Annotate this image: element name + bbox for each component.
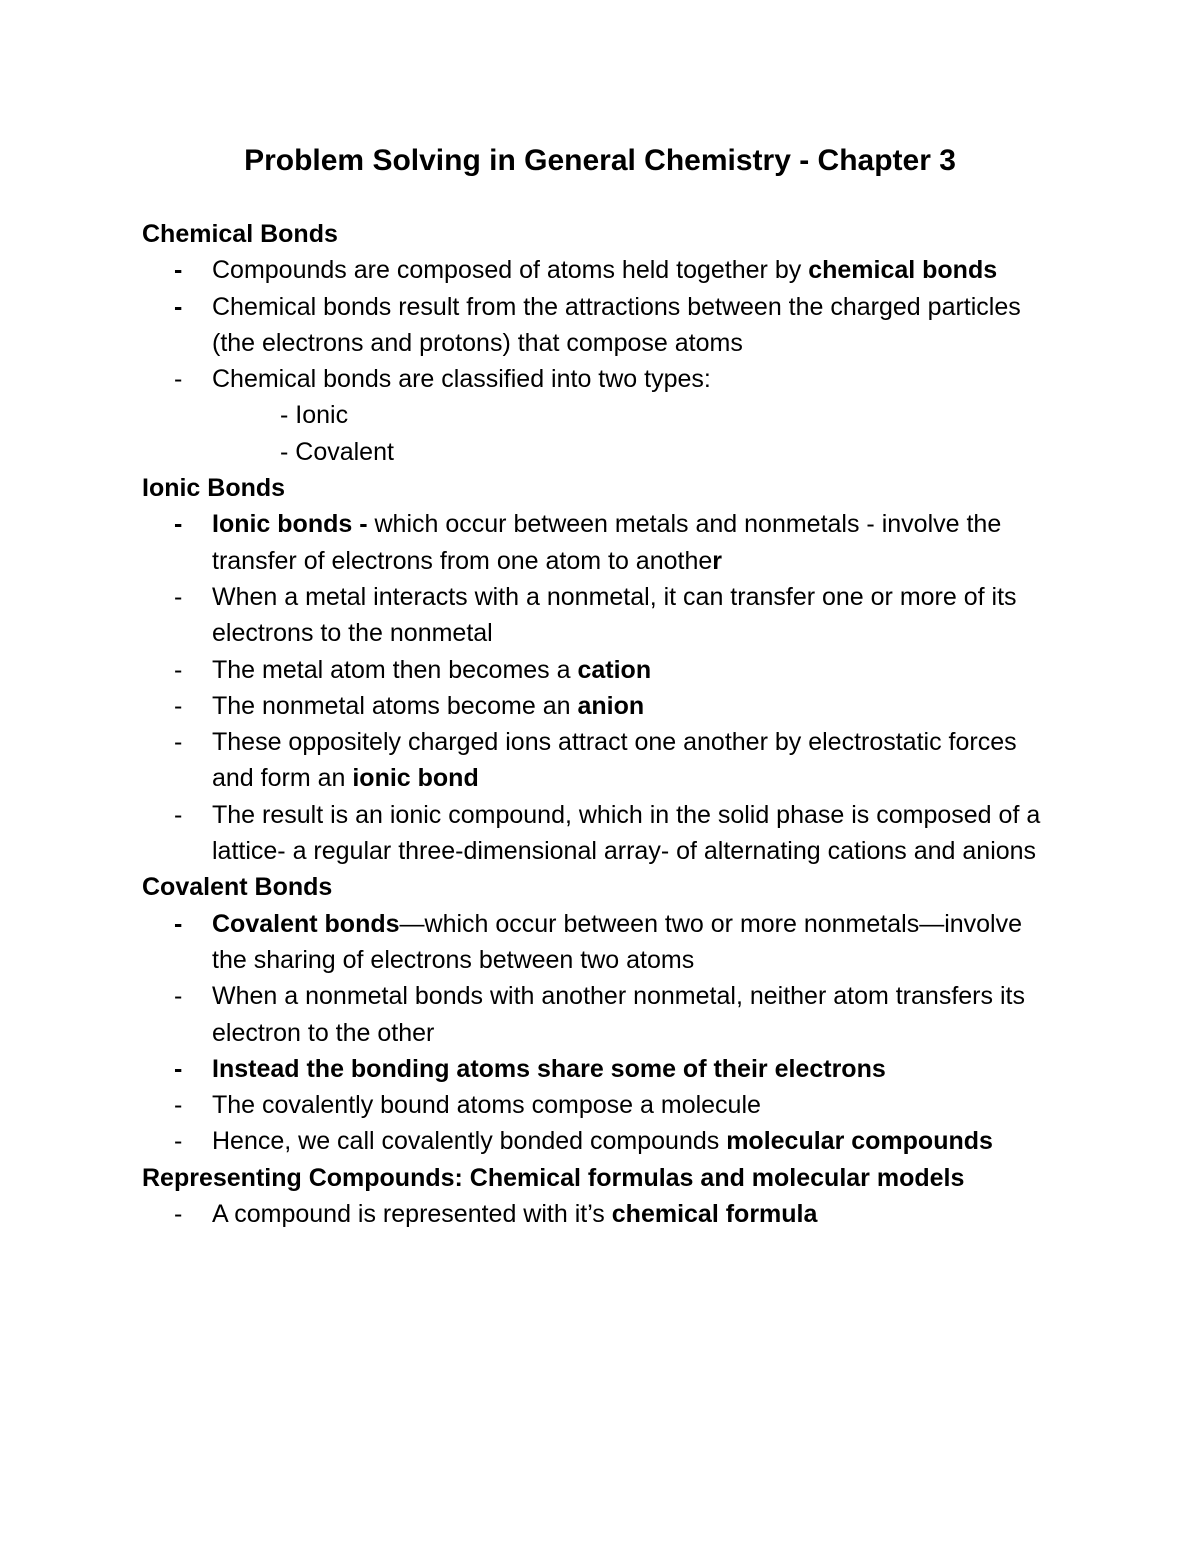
bullet-dash: -	[174, 691, 183, 720]
item-bold-term: Covalent bonds	[212, 909, 400, 938]
item-bold-term: Ionic bonds -	[212, 510, 375, 539]
bullet-dash: -	[174, 1091, 183, 1120]
bullet-dash: -	[174, 655, 183, 684]
item-bold-term: chemical bonds	[808, 256, 998, 285]
list-item	[142, 506, 1062, 579]
list-item	[142, 289, 1062, 362]
item-text: When a nonmetal bonds with another nonmetal, neither atom transfers its electron to the other	[212, 982, 1025, 1047]
bullet-dash: -	[174, 365, 183, 394]
list-item	[142, 906, 1062, 979]
list-item	[142, 724, 1062, 797]
bullet-dash: -	[174, 800, 183, 829]
bullet-dash: -	[174, 1054, 183, 1083]
list-item	[142, 1123, 1062, 1159]
bullet-dash: -	[174, 582, 183, 611]
item-text: The covalently bound atoms compose a molecule	[212, 1091, 761, 1120]
item-bold-suffix: r	[712, 546, 723, 575]
list-item	[142, 361, 1062, 397]
bullet-dash: -	[174, 510, 183, 539]
item-bold-term: anion	[577, 691, 645, 720]
list-item	[142, 652, 1062, 688]
item-text: A compound is represented with it’s	[212, 1200, 612, 1229]
bullet-dash: -	[174, 982, 183, 1011]
item-bold-term: chemical formula	[611, 1200, 818, 1229]
page-title: Problem Solving in General Chemistry - Chapter 3	[244, 144, 956, 177]
sub-list-item-covalent: - Covalent	[280, 437, 394, 466]
item-text: which occur between metals and nonmetals - involve the transfer of electrons from one atom to anothe	[212, 510, 1002, 575]
bullet-dash: -	[174, 728, 183, 757]
bullet-dash: -	[174, 1200, 183, 1229]
list-item	[142, 688, 1062, 724]
bullet-dash: -	[174, 292, 183, 321]
section-heading-representing-compounds: Representing Compounds: Chemical formulas and molecular models	[142, 1163, 965, 1192]
section-heading-chemical-bonds: Chemical Bonds	[142, 220, 338, 248]
item-text: Compounds are composed of atoms held together by	[212, 256, 809, 285]
item-bold-term: molecular compounds	[726, 1127, 993, 1156]
bullet-dash: -	[174, 909, 183, 938]
document-body	[142, 216, 1062, 1232]
item-text: Chemical bonds result from the attractions between the charged particles (the electrons and protons) that compose atoms	[212, 292, 1021, 357]
item-text: —which occur between two or more nonmetals—involve the sharing of electrons between two atoms	[212, 909, 1023, 974]
list-item	[142, 797, 1062, 870]
bullet-dash: -	[174, 256, 183, 285]
item-text: Hence, we call covalently bonded compounds	[212, 1127, 727, 1156]
item-bold-term: ionic bond	[352, 764, 479, 793]
bullet-dash: -	[174, 1127, 183, 1156]
list-item	[142, 1087, 1062, 1123]
item-text: Chemical bonds are classified into two types:	[212, 365, 711, 394]
sub-list-item-ionic: - Ionic	[280, 401, 349, 430]
list-item	[142, 1196, 1062, 1232]
item-bold-term: Instead the bonding atoms share some of their electrons	[212, 1054, 886, 1083]
list-item	[142, 1051, 1062, 1087]
item-text: The result is an ionic compound, which in the solid phase is composed of a lattice- a regular three-dimensional array- of alternating cations and anions	[212, 800, 1041, 866]
item-text: When a metal interacts with a nonmetal, it can transfer one or more of its electrons to the nonmetal	[212, 582, 1017, 648]
list-item	[142, 579, 1062, 652]
list-item	[142, 252, 1062, 288]
list-item	[142, 978, 1062, 1051]
section-heading-covalent-bonds: Covalent Bonds	[142, 873, 333, 902]
item-bold-term: cation	[577, 655, 652, 684]
section-heading-ionic-bonds: Ionic Bonds	[142, 474, 286, 503]
item-text: The nonmetal atoms become an	[212, 691, 578, 720]
item-text: The metal atom then becomes a	[212, 655, 578, 684]
item-text: These oppositely charged ions attract one another by electrostatic forces and form an	[212, 728, 1017, 793]
